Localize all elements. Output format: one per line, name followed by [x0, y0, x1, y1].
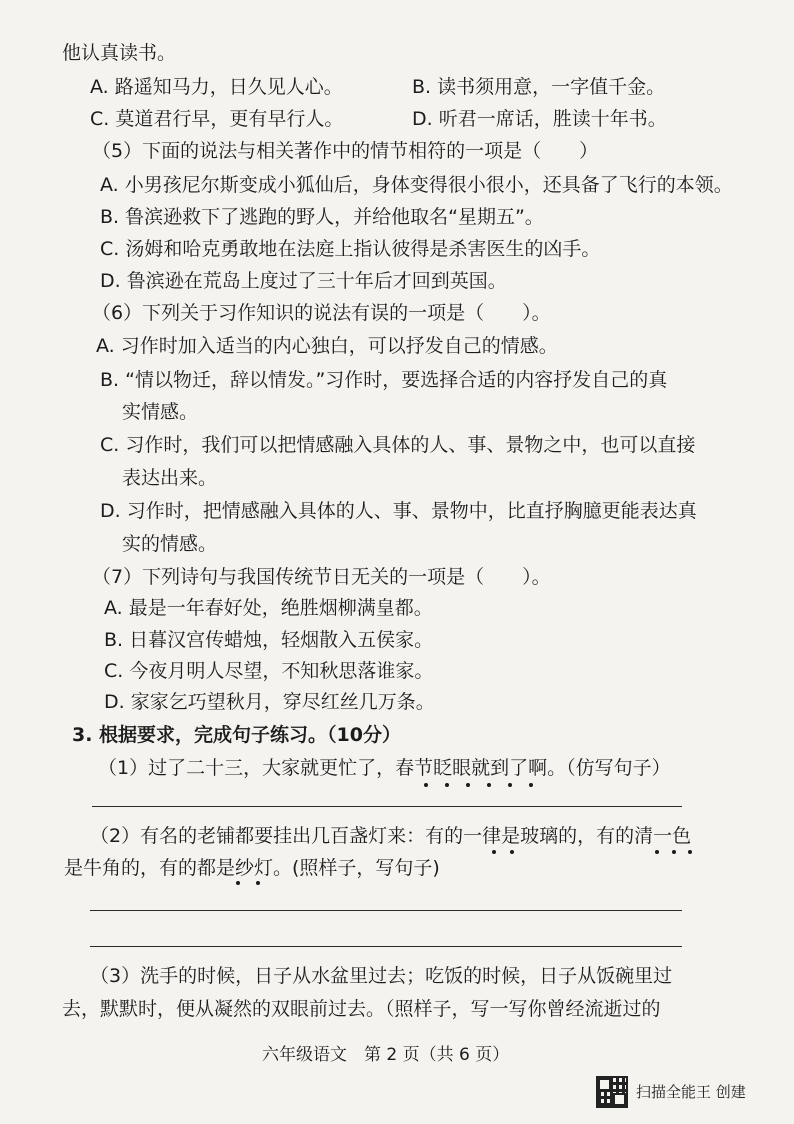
- q5-option-d: D. 鲁滨逊在荒岛上度过了三十年后才回到英国。: [100, 270, 507, 292]
- emphasis-dot: [510, 850, 514, 854]
- q6-option-b-cont: 实情感。: [122, 401, 199, 423]
- emphasis-dot: [445, 783, 449, 787]
- q7-option-b: B. 日暮汉宫传蜡烛，轻烟散入五侯家。: [104, 629, 434, 651]
- emphasis-dot: [487, 783, 491, 787]
- q4-option-c: C. 莫道君行早，更有早行人。: [90, 108, 344, 130]
- s3-q2-prompt-cont: 是牛角的，有的都是纱灯。(照样子，写句子): [64, 857, 440, 879]
- q6-option-d-cont: 实的情感。: [122, 533, 218, 555]
- section-3-heading: 3. 根据要求，完成句子练习。（10分）: [72, 724, 401, 746]
- s3-q3-prompt: （3）洗手的时候，日子从水盆里过去；吃饭的时候，日子从饭碗里过: [90, 965, 673, 987]
- emphasis-dot: [508, 783, 512, 787]
- emphasis-dot: [256, 881, 260, 885]
- emphasis-dot: [236, 881, 240, 885]
- q4-option-b: B. 读书须用意，一字值千金。: [412, 76, 666, 98]
- q5-stem: （5）下面的说法与相关著作中的情节相符的一项是（ ）: [92, 140, 599, 162]
- s3-q2-prompt: （2）有名的老铺都要挂出几百盏灯来：有的一律是玻璃的，有的清一色: [90, 825, 692, 847]
- s3-q3-prompt-cont: 去，默默时，便从凝然的双眼前过去。（照样子，写一写你曾经流逝过的: [62, 998, 661, 1020]
- answer-line[interactable]: [90, 910, 682, 911]
- q6-option-c: C. 习作时，我们可以把情感融入具体的人、事、景物之中，也可以直接: [100, 434, 696, 456]
- emphasis-dot: [492, 850, 496, 854]
- q4-option-d: D. 听君一席话，胜读十年书。: [412, 108, 667, 130]
- q4-option-a: A. 路遥知马力，日久见人心。: [90, 76, 343, 98]
- text-line-prev-end: 他认真读书。: [62, 42, 177, 64]
- answer-line[interactable]: [90, 946, 682, 947]
- scanner-watermark: 扫描全能王 创建: [636, 1083, 746, 1101]
- q6-option-b: B. “情以物迁，辞以情发。”习作时，要选择合适的内容抒发自己的真: [100, 369, 668, 391]
- emphasis-dot: [424, 783, 428, 787]
- s3-q1-prompt: （1）过了二十三，大家就更忙了，春节眨眼就到了啊。（仿写句子）: [98, 757, 671, 779]
- q7-stem: （7）下列诗句与我国传统节日无关的一项是（ ）。: [92, 566, 551, 588]
- q7-option-d: D. 家家乞巧望秋月，穿尽红丝几万条。: [104, 691, 435, 713]
- q7-option-c: C. 今夜月明人尽望，不知秋思落谁家。: [104, 660, 434, 682]
- q7-option-a: A. 最是一年春好处，绝胜烟柳满皇都。: [104, 597, 433, 619]
- q6-option-d: D. 习作时，把情感融入具体的人、事、景物中，比直抒胸臆更能表达真: [100, 500, 697, 522]
- q6-stem: （6）下列关于习作知识的说法有误的一项是（ ）。: [92, 302, 551, 324]
- answer-line[interactable]: [92, 806, 682, 807]
- page-footer: 六年级语文 第 2 页（共 6 页）: [262, 1045, 510, 1065]
- emphasis-dot: [466, 783, 470, 787]
- q5-option-a: A. 小男孩尼尔斯变成小狐仙后，身体变得很小很小，还具备了飞行的本领。: [100, 174, 733, 196]
- qr-code-icon: [596, 1076, 628, 1108]
- emphasis-dot: [672, 850, 676, 854]
- emphasis-dot: [529, 783, 533, 787]
- emphasis-dot: [688, 850, 692, 854]
- q5-option-c: C. 汤姆和哈克勇敢地在法庭上指认彼得是杀害医生的凶手。: [100, 238, 601, 260]
- q6-option-a: A. 习作时加入适当的内心独白，可以抒发自己的情感。: [96, 335, 558, 357]
- q6-option-c-cont: 表达出来。: [122, 467, 218, 489]
- q5-option-b: B. 鲁滨逊救下了逃跑的野人，并给他取名“星期五”。: [100, 206, 544, 228]
- emphasis-dot: [655, 850, 659, 854]
